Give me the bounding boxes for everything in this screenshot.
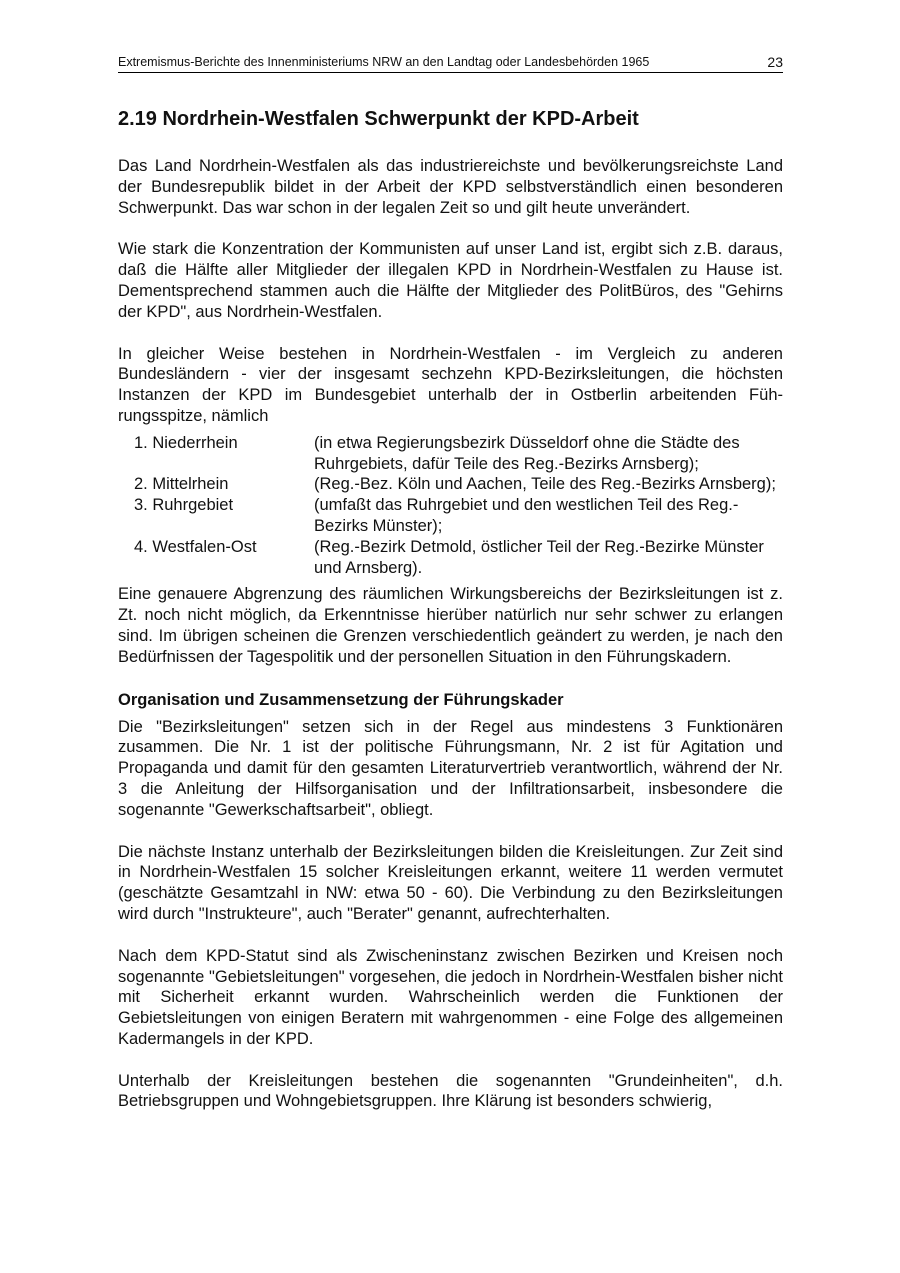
list-item-label: 1. Niederrhein (134, 433, 238, 452)
paragraph-6: Die nächste Instanz unterhalb der Bezirksleitungen bilden die Kreisleitungen. Zur Zeit sind in Nordrhein-Westfalen 15 solcher Kreisleitungen erkannt, weitere 11 werden vermutet (geschätzte Gesamtzahl in NW: etwa 50 - 60). Die Verbindung zu den Bezirksleitungen wird durch "Instrukteure", auch "Berater" genannt, aufrechterhalten. (118, 842, 783, 923)
document-body (118, 106, 783, 1133)
list-item (118, 537, 783, 579)
paragraph-3: In gleicher Weise bestehen in Nordrhein-Westfalen - im Vergleich zu anderen Bundesländern - vier der insgesamt sechzehn KPD-Bezirksleitungen, die höchsten Instanzen der KPD im Bundesgebiet unterhalb der in Ostberlin arbeitenden Führungsspitze, nämlich (118, 344, 783, 425)
list-item-description: (Reg.-Bez. Köln und Aachen, Teile des Reg.-Bezirks Arnsberg); (314, 475, 776, 494)
list-item (118, 433, 783, 475)
paragraph-2: Wie stark die Konzentration der Kommunisten auf unser Land ist, ergibt sich z.B. daraus, daß die Hälfte aller Mitglieder der illegalen KPD in Nordrhein-Westfalen zu Hause ist. Dementsprechend stammen auch die Hälfte der Mitglieder des PolitBüros, des "Gehirns der KPD", aus Nordrhein-Westfalen. (118, 240, 783, 321)
list-item-description: (umfaßt das Ruhrgebiet und den westlichen Teil des Reg.-Bezirks Münster); (314, 496, 739, 535)
paragraph-8: Unterhalb der Kreisleitungen bestehen die sogenannten "Grundeinheiten", d.h. Betriebsgruppen und Wohngebietsgruppen. Ihre Klärung ist besonders schwierig, (118, 1071, 783, 1111)
list-item (118, 495, 783, 537)
paragraph-7: Nach dem KPD-Statut sind als Zwischeninstanz zwischen Bezirken und Kreisen noch sogenannte "Gebietsleitungen" vorgesehen, die jedoch in Nordrhein-Westfalen bisher nicht mit Sicherheit erkannt wurden. Wahrscheinlich werden die Funktionen der Gebietsleitungen von einigen Beratern mit wahrgenommen - eine Folge des allgemeinen Kadermangels in der KPD. (118, 946, 783, 1048)
paragraph-4: Eine genauere Abgrenzung des räumlichen Wirkungsbereichs der Bezirksleitungen ist z. Zt. noch nicht möglich, da Erkenntnisse hierüber natürlich nur sehr schwer zu erlangen sind. Im übrigen scheinen die Grenzen verschiedentlich geändert zu werden, je nach den Bedürfnissen der Tagespolitik und der personellen Situation in den Führungskadern. (118, 585, 783, 666)
header-title: Extremismus-Berichte des Innenministeriums NRW an den Landtag oder Landesbehörden 1965 (118, 55, 650, 69)
page-number: 23 (767, 54, 783, 70)
section-heading: 2.19 Nordrhein-Westfalen Schwerpunkt der KPD-Arbeit (118, 108, 639, 130)
running-header (118, 53, 783, 73)
list-item-label: 3. Ruhrgebiet (134, 496, 234, 515)
list-item-label: 4. Westfalen-Ost (134, 537, 257, 556)
subsection-heading: Organisation und Zusammensetzung der Führungskader (118, 690, 564, 709)
district-list (118, 433, 783, 579)
paragraph-5: Die "Bezirksleitungen" setzen sich in der Regel aus mindestens 3 Funktionären zusammen. Die Nr. 1 ist der politische Führungsmann, Nr. 2 ist für Agitation und Propaganda und damit für den gesamten Literaturvertrieb verantwortlich, während der Nr. 3 die Anleitung der Hilfsorganisation und der Infiltrationsarbeit, insbesondere die sogenannte "Gewerkschaftsarbeit", obliegt. (118, 717, 783, 819)
list-item-label: 2. Mittelrhein (134, 475, 229, 494)
list-item-description: (Reg.-Bezirk Detmold, östlicher Teil der Reg.-Bezirke Münster und Arnsberg). (314, 537, 764, 577)
list-item-description: (in etwa Regierungsbezirk Düsseldorf ohne die Städte des Ruhrgebiets, dafür Teile des Reg.-Bezirks Arnsberg); (314, 433, 740, 473)
list-item (118, 474, 783, 495)
paragraph-1: Das Land Nordrhein-Westfalen als das industriereichste und bevölkerungsreichste Land der Bundesrepublik bildet in der Arbeit der KPD selbstverständlich einen besonderen Schwerpunkt. Das war schon in der legalen Zeit so und gilt heute unverändert. (118, 157, 783, 217)
